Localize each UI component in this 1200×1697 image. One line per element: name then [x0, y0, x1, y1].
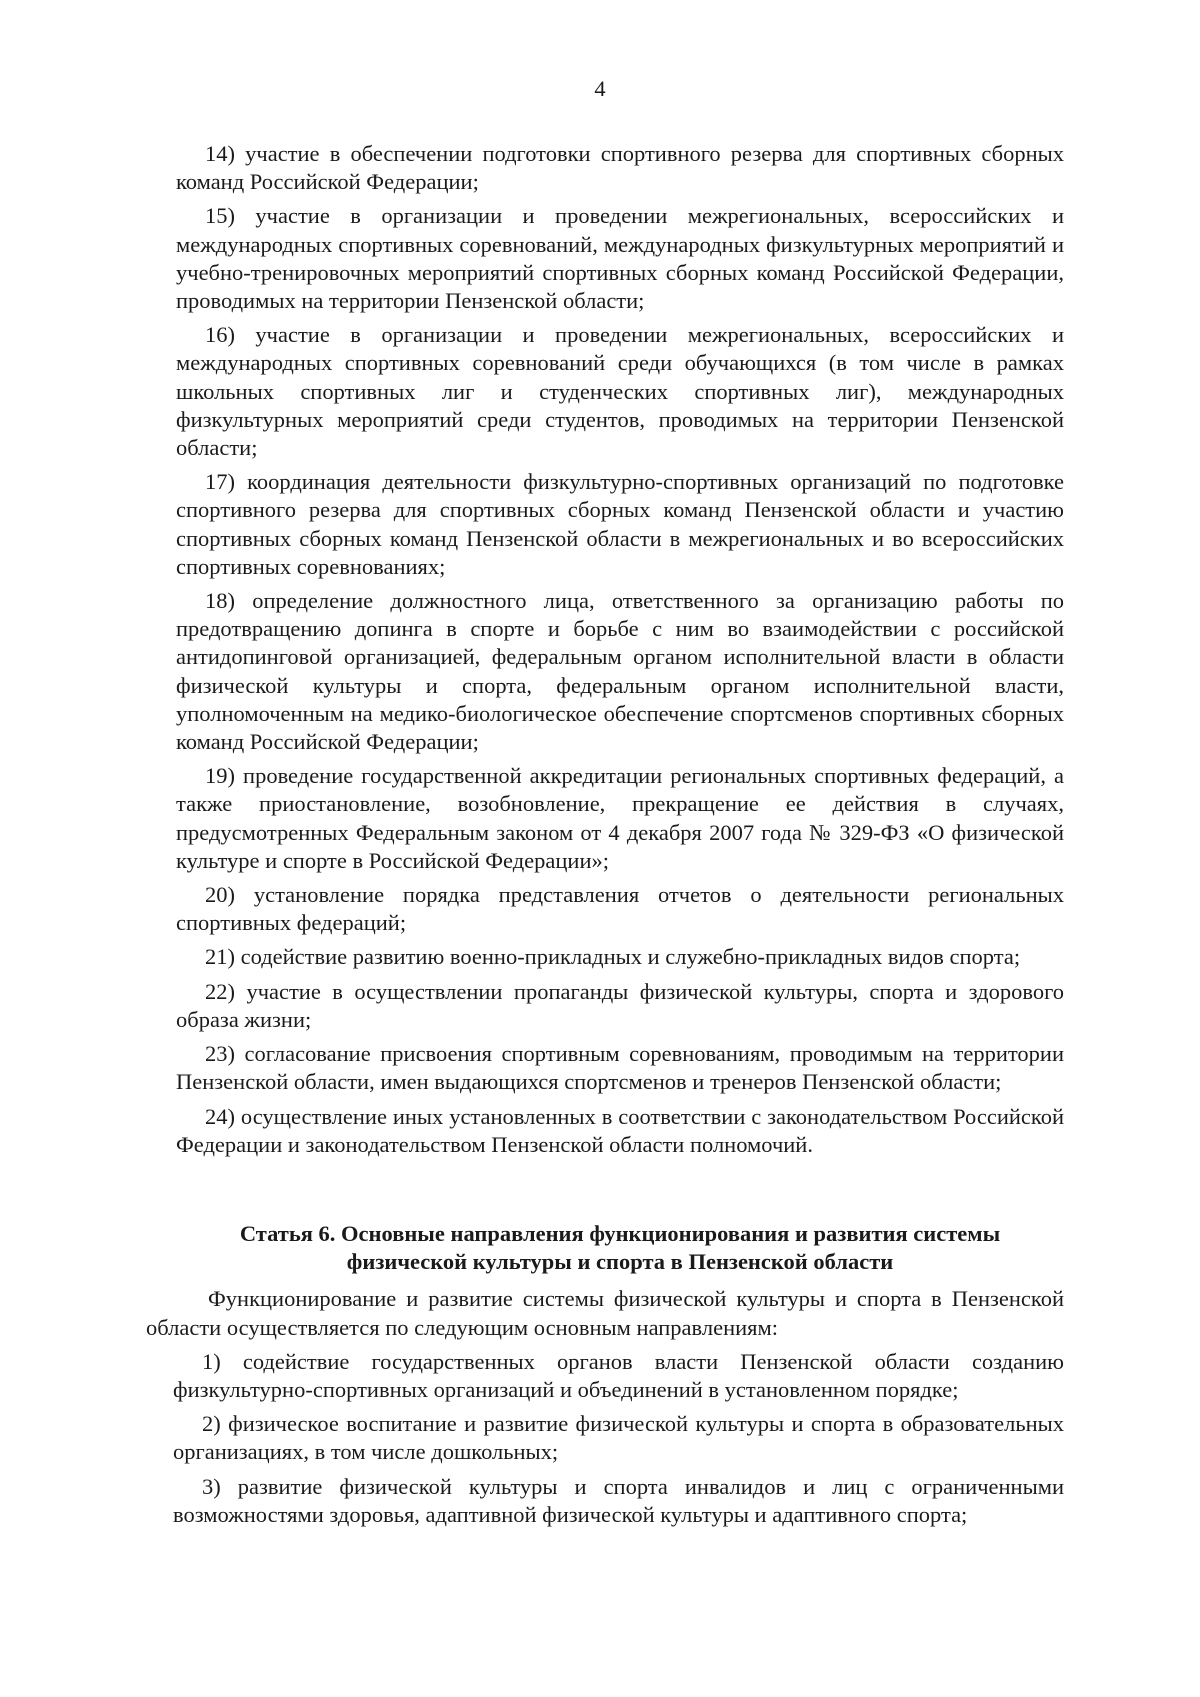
- list-item: 1) содействие государственных органов власти Пензенской области созданию физкультурно-спортивных организаций и объединений в установленном порядке;: [173, 1348, 1064, 1403]
- list-item: 24) осуществление иных установленных в соответствии с законодательством Российской Федерации и законодательством Пензенской области полномочий.: [176, 1103, 1064, 1157]
- page-number: 4: [594, 76, 606, 101]
- list-item: 18) определение должностного лица, ответственного за организацию работы по предотвращению допинга в спорте и борьбе с ним во взаимодействии с российской антидопинговой организацией, федеральным органом исполнительной власти в области физической культуры и спорта, федеральным органом исполнительной власти, уполномоченным на медико-биологическое обеспечение спортсменов спортивных сборных команд Российской Федерации;: [176, 588, 1064, 755]
- list-item: 3) развитие физической культуры и спорта инвалидов и лиц с ограниченными возможностями здоровья, адаптивной физической культуры и адаптивного спорта;: [173, 1473, 1064, 1527]
- article-heading-line: Статья 6. Основные направления функционирования и развития системы: [239, 1221, 1001, 1246]
- article-heading-line: физической культуры и спорта в Пензенской области: [346, 1249, 894, 1275]
- list-item: 15) участие в организации и проведении межрегиональных, всероссийских и международных спортивных соревнований, международных физкультурных мероприятий и учебно-тренировочных мероприятий спортивных сборных команд Российской Федерации, проводимых на территории Пензенской области;: [176, 203, 1064, 314]
- article-heading: [176, 1220, 1064, 1276]
- list-item: 23) согласование присвоения спортивным соревнованиям, проводимым на территории Пензенской области, имен выдающихся спортсменов и тренеров Пензенской области;: [176, 1041, 1064, 1095]
- list-item: 17) координация деятельности физкультурно-спортивных организаций по подготовке спортивного резерва для спортивных сборных команд Пензенской области и участию спортивных сборных команд Пензенской области в межрегиональных и во всероссийских спортивных соревнованиях;: [176, 469, 1064, 579]
- list-item: 16) участие в организации и проведении межрегиональных, всероссийских и международных спортивных соревнований среди обучающихся (в том числе в рамках школьных спортивных лиг и студенческих спортивных лиг), международных физкультурных мероприятий среди студентов, проводимых на территории Пензенской области;: [176, 322, 1064, 461]
- list-item: 21) содействие развитию военно-прикладных и служебно-прикладных видов спорта;: [205, 944, 1021, 970]
- list-item: 14) участие в обеспечении подготовки спортивного резерва для спортивных сборных команд Российской Федерации;: [176, 141, 1064, 195]
- list-item: 2) физическое воспитание и развитие физической культуры и спорта в образовательных организациях, в том числе дошкольных;: [173, 1411, 1064, 1465]
- article-6-section: [146, 1220, 1064, 1535]
- article-intro: Функционирование и развитие системы физической культуры и спорта в Пензенской области осуществляется по следующим основным направлениям:: [146, 1286, 1064, 1340]
- list-item: 19) проведение государственной аккредитации региональных спортивных федераций, а также приостановление, возобновление, прекращение ее действия в случаях, предусмотренных Федеральным законом от 4 декабря 2007 года № 329-ФЗ «О физической культуре и спорте в Российской Федерации»;: [176, 763, 1064, 873]
- list-item: 20) установление порядка представления отчетов о деятельности региональных спортивных федераций;: [176, 882, 1064, 936]
- powers-list: [176, 140, 1064, 1165]
- list-item: 22) участие в осуществлении пропаганды физической культуры, спорта и здорового образа жизни;: [176, 978, 1064, 1032]
